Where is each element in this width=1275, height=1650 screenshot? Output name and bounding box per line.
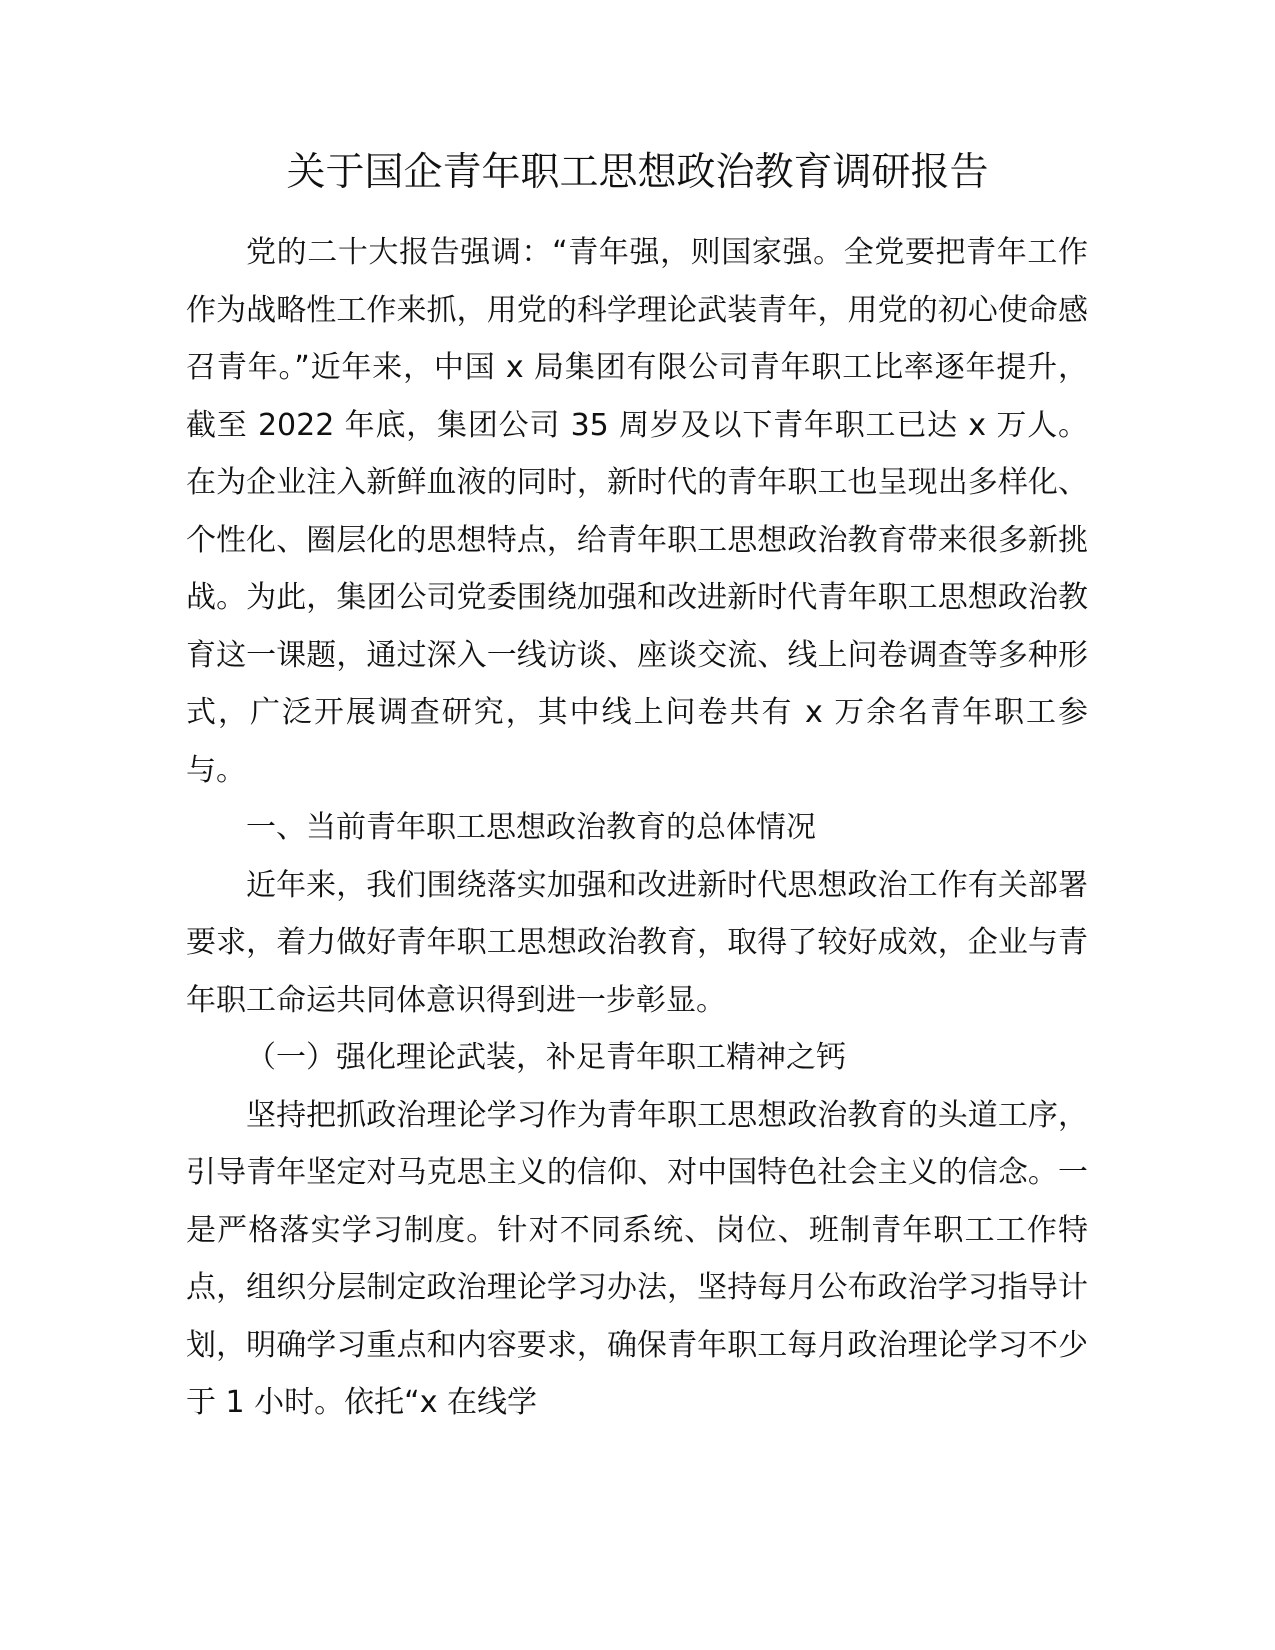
section-heading-1: 一、当前青年职工思想政治教育的总体情况: [246, 810, 816, 845]
theory-paragraph: 坚持把抓政治理论学习作为青年职工思想政治教育的头道工序，引导青年坚定对马克思主义的信仰、对中国特色社会主义的信念。一是严格落实学习制度。针对不同系统、岗位、班制青年职工工作特点，组织分层制定政治理论学习办法，坚持每月公布政治学习指导计划，明确学习重点和内容要求，确保青年职工每月政治理论学习不少于 1 小时。依托“x 在线学: [186, 1097, 1088, 1420]
subsection-heading-1: （一）强化理论武装，补足青年职工精神之钙: [246, 1040, 846, 1075]
overview-paragraph: 近年来，我们围绕落实加强和改进新时代思想政治工作有关部署要求，着力做好青年职工思想政治教育，取得了较好成效，企业与青年职工命运共同体意识得到进一步彰显。: [186, 867, 1088, 1018]
document-title: 关于国企青年职工思想政治教育调研报告: [286, 150, 989, 195]
document-body: [186, 224, 1088, 1432]
intro-paragraph: 党的二十大报告强调：“青年强，则国家强。全党要把青年工作作为战略性工作来抓，用党的科学理论武装青年，用党的初心使命感召青年。”近年来，中国 x 局集团有限公司青年职工比率逐年提升，截至 2022 年底，集团公司 35 周岁及以下青年职工已达 x 万人。在为企业注入新鲜血液的同时，新时代的青年职工也呈现出多样化、个性化、圈层化的思想特点，给青年职工思想政治教育带来很多新挑战。为此，集团公司党委围绕加强和改进新时代青年职工思想政治教育这一课题，通过深入一线访谈、座谈交流、线上问卷调查等多种形式，广泛开展调查研究，其中线上问卷共有 x 万余名青年职工参与。: [186, 235, 1088, 788]
